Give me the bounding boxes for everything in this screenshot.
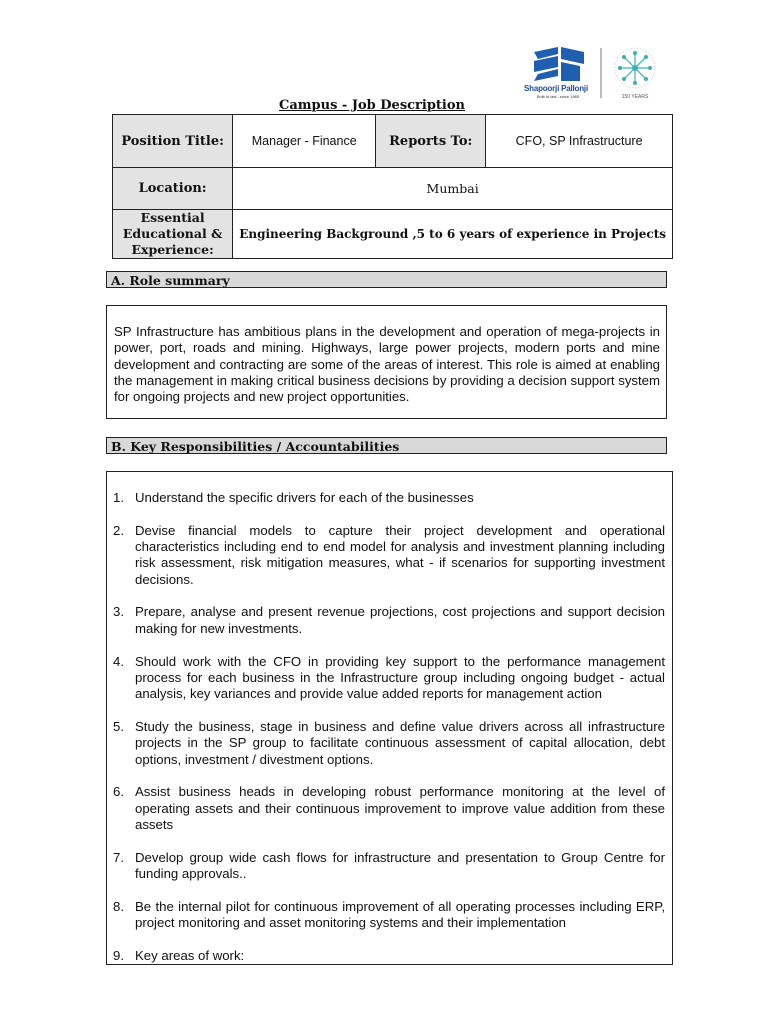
- list-item: [113, 784, 665, 833]
- list-item-text: Be the internal pilot for continuous improvement of all operating processes including ERP, project monitoring and asset monitoring systems and their implementation: [135, 898, 665, 931]
- list-item: [113, 604, 665, 637]
- list-item-number: 7.: [113, 849, 124, 865]
- list-item-text: Assist business heads in developing robust performance monitoring at the level of operating assets and their continuous improvement to improve value addition from these assets: [135, 784, 665, 832]
- list-item-text: Develop group wide cash flows for infrastructure and presentation to Group Centre for funding approvals..: [135, 849, 665, 882]
- job-info-table: [112, 114, 673, 259]
- list-item-number: 3.: [113, 604, 124, 620]
- document-title: Campus - Job Description: [279, 98, 465, 113]
- svg-text:150 YEARS: 150 YEARS: [621, 94, 649, 100]
- position-title-value: Manager - Finance: [233, 115, 376, 168]
- role-summary-box: [106, 305, 667, 419]
- role-summary-text: SP Infrastructure has ambitious plans in the development and operation of mega-projects in power, port, roads and mining. Highways, large power projects, modern ports and mine development and contracting are some of the areas of interest. This role is aimed at enabling the management in making critical business decisions by providing a decision support system for ongoing projects and new project opportunities.: [114, 324, 660, 405]
- logo-tagline: Built to last...since 1865: [536, 94, 580, 99]
- reports-to-value: CFO, SP Infrastructure: [486, 115, 673, 168]
- reports-to-label: Reports To:: [376, 115, 486, 168]
- list-item: [113, 899, 665, 932]
- list-item: [113, 490, 665, 506]
- table-row: [113, 168, 673, 210]
- list-item-text: Study the business, stage in business and define value drivers across all infrastructure projects in the SP group to facilitate continuous assessment of capital allocation, debt options, investment / divestment options.: [135, 718, 665, 767]
- education-value: Engineering Background ,5 to 6 years of experience in Projects: [233, 210, 673, 259]
- list-item: [113, 850, 665, 883]
- list-item-number: 2.: [113, 522, 124, 538]
- list-item-number: 1.: [113, 490, 124, 505]
- table-row: [113, 115, 673, 168]
- location-value: Mumbai: [233, 168, 673, 210]
- list-item-number: 5.: [113, 718, 124, 734]
- list-item-text: Devise financial models to capture their project development and operational characteristics including end to end model for analysis and investment planning including risk assessment, risk mitigation measures, what - if scenarios for supporting investment decisions.: [135, 522, 665, 587]
- logo-brand-name: Shapoorji Pallonji: [524, 84, 588, 93]
- responsibilities-heading: B. Key Responsibilities / Accountabilities: [106, 437, 667, 454]
- list-item: [113, 948, 665, 964]
- list-item-number: 6.: [113, 784, 124, 800]
- list-item-number: 8.: [113, 898, 124, 914]
- education-label: Essential Educational & Experience:: [113, 210, 233, 259]
- list-item-text: Should work with the CFO in providing key support to the performance management process for each business in the Infrastructure group including ongoing budget - actual analysis, key variances and provide value added reports for management action: [135, 653, 665, 702]
- responsibilities-list: [113, 490, 665, 964]
- list-item-number: 9.: [113, 947, 124, 963]
- list-item: [113, 719, 665, 768]
- responsibilities-box: [106, 471, 673, 965]
- list-item-number: 4.: [113, 653, 124, 669]
- role-summary-heading: A. Role summary: [106, 271, 667, 288]
- position-title-label: Position Title:: [113, 115, 233, 168]
- location-label: Location:: [113, 168, 233, 210]
- list-item-text: Key areas of work:: [135, 947, 245, 963]
- table-row: [113, 210, 673, 259]
- list-item: [113, 523, 665, 588]
- list-item-text: Prepare, analyse and present revenue projections, cost projections and support decision making for new investments.: [135, 604, 665, 636]
- list-item: [113, 654, 665, 703]
- list-item-text: Understand the specific drivers for each of the businesses: [135, 490, 474, 505]
- company-logo: [514, 44, 664, 102]
